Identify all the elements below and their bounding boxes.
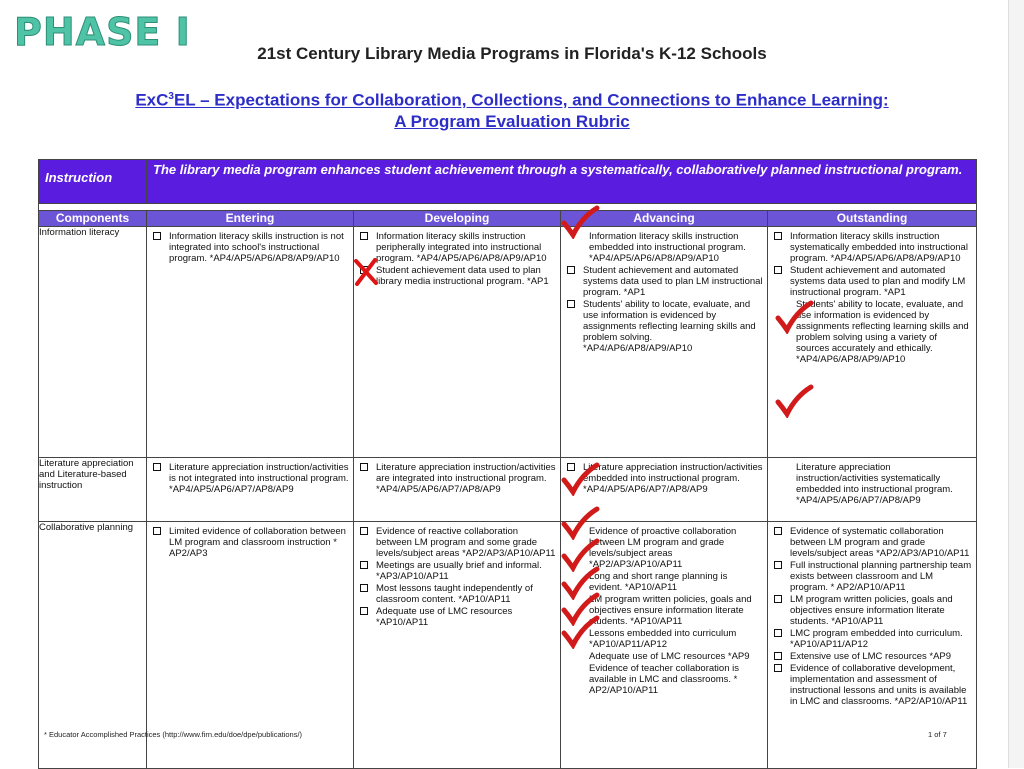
checkbox-icon: [774, 561, 782, 569]
rubric-item-text: Student achievement and automated systems data used to plan and modify LM instructional program. *AP1: [790, 265, 966, 298]
checkbox-icon: [774, 664, 782, 672]
rubric-item-text: LM program written policies, goals and objectives ensure information literate students. *AP10/AP11: [790, 594, 953, 627]
cell-advancing: [561, 227, 768, 458]
page-number: 1 of 7: [928, 730, 947, 739]
checkmark-icon: [560, 506, 600, 540]
rubric-item: [153, 526, 349, 559]
cell-entering: [147, 458, 354, 522]
checkbox-icon: [567, 300, 575, 308]
rubric-item-text: Literature appreciation instruction/activities embedded into instructional program. *AP4/AP5/AP6/AP7/AP8/AP9: [583, 462, 763, 495]
rubric-item-text: Limited evidence of collaboration between LM program and classroom instruction * AP2/AP3: [169, 526, 346, 559]
rubric-item: [360, 606, 556, 628]
column-header-outstanding: Outstanding: [768, 211, 977, 227]
rubric-item-text: Adequate use of LMC resources *AP9: [589, 651, 750, 662]
rubric-item-text: Evidence of systematic collaboration between LM program and grade levels/subject areas *AP2/AP3/AP10/AP11: [790, 526, 970, 559]
column-header-row: [39, 211, 977, 227]
rubric-item: [774, 526, 972, 559]
rubric-item-text: Adequate use of LMC resources *AP10/AP11: [376, 606, 513, 628]
checkbox-icon: [567, 266, 575, 274]
checkbox-icon: [360, 561, 368, 569]
rubric-item-text: Lessons embedded into curriculum *AP10/AP11/AP12: [589, 628, 737, 650]
checkbox-icon: [774, 266, 782, 274]
rubric-item: [774, 628, 972, 650]
rubric-row-literature: [39, 458, 977, 522]
checkbox-icon: [774, 232, 782, 240]
checkbox-icon: [360, 607, 368, 615]
rubric-item-text: Students' ability to locate, evaluate, and use information is evidenced by assignments reflecting learning skills and problem solving using a variety of sources accurately and ethically. *AP4/AP6/AP8/AP9/AP10: [796, 299, 969, 365]
checkbox-icon: [774, 595, 782, 603]
rubric-item: [567, 663, 763, 696]
checkmark-icon: [774, 300, 814, 334]
rubric-item: [774, 663, 972, 707]
cell-developing: [354, 522, 561, 769]
checkbox-icon: [153, 527, 161, 535]
column-header-entering: Entering: [147, 211, 354, 227]
rubric-item-text: LM program written policies, goals and objectives ensure information literate students. *AP10/AP11: [589, 594, 752, 627]
component-label: Information literacy: [39, 227, 147, 458]
rubric-row-information-literacy: [39, 227, 977, 458]
cell-developing: [354, 227, 561, 458]
section-statement: The library media program enhances student achievement through a systematically, collaboratively planned instructional program.: [147, 160, 977, 204]
rubric-item-text: Most lessons taught independently of classroom content. *AP10/AP11: [376, 583, 533, 605]
checkbox-icon: [153, 463, 161, 471]
subtitle-superscript: 3: [168, 91, 174, 102]
checkmark-icon: [560, 615, 600, 649]
rubric-item-text: Literature appreciation instruction/activities are integrated into instructional program. *AP4/AP5/AP6/AP7/AP8/AP9: [376, 462, 556, 495]
rubric-item: [774, 231, 972, 264]
rubric-item: [774, 265, 972, 298]
component-label: Literature appreciation and Literature-based instruction: [39, 458, 147, 522]
document-subtitle: [0, 86, 1024, 132]
checkbox-icon: [774, 629, 782, 637]
subtitle-line2: A Program Evaluation Rubric: [394, 111, 630, 131]
checkbox-icon: [360, 232, 368, 240]
rubric-item-text: Information literacy skills instruction is not integrated into school's instructional program. *AP4/AP5/AP6/AP8/AP9/AP10: [169, 231, 344, 264]
header-gap: [39, 204, 977, 211]
rubric-item: [153, 231, 349, 264]
rubric-item-text: Student achievement and automated systems data used to plan LM instructional program. *AP1: [583, 265, 763, 298]
document-title: 21st Century Library Media Programs in Florida's K-12 Schools: [257, 44, 767, 63]
rubric-item: [360, 526, 556, 559]
rubric-item: [774, 560, 972, 593]
cell-developing: [354, 458, 561, 522]
rubric-item-text: Students' ability to locate, evaluate, and use information is evidenced by assignments reflecting learning skills and problem solving. *AP4/AP6/AP8/AP9/AP10: [583, 299, 756, 354]
checkbox-icon: [360, 584, 368, 592]
checkbox-icon: [360, 463, 368, 471]
column-header-developing: Developing: [354, 211, 561, 227]
cell-outstanding: [768, 458, 977, 522]
cell-outstanding: [768, 227, 977, 458]
rubric-item: [774, 594, 972, 627]
cell-entering: [147, 227, 354, 458]
rubric-item-text: Student achievement data used to plan library media instructional program. *AP1: [376, 265, 549, 287]
checkmark-icon: [560, 462, 600, 496]
column-header-components: Components: [39, 211, 147, 227]
rubric-table: [38, 159, 977, 769]
rubric-header-row: [39, 160, 977, 204]
rubric-item: [360, 560, 556, 582]
section-label: Instruction: [39, 160, 147, 204]
checkbox-icon: [774, 527, 782, 535]
rubric-item-text: Literature appreciation instruction/activities systematically embedded into instructional program. *AP4/AP5/AP6/AP7/AP8/AP9: [796, 462, 953, 506]
rubric-item-text: Information literacy skills instruction embedded into instructional program. *AP4/AP5/AP6/AP8/AP9/AP10: [589, 231, 746, 264]
rubric-item: [153, 462, 349, 495]
rubric-item: [774, 462, 972, 506]
rubric-item-text: Long and short range planning is evident. *AP10/AP11: [589, 571, 728, 593]
rubric-item: [360, 462, 556, 495]
subtitle-prefix: ExC: [135, 90, 169, 110]
rubric-item: [567, 299, 763, 354]
rubric-item: [774, 651, 972, 662]
checkbox-icon: [153, 232, 161, 240]
rubric-item-text: Meetings are usually brief and informal. *AP3/AP10/AP11: [376, 560, 542, 582]
rubric-item-text: LMC program embedded into curriculum. *AP10/AP11/AP12: [790, 628, 963, 650]
rubric-item-text: Evidence of proactive collaboration between LM program and grade levels/subject areas *AP2/AP3/AP10/AP11: [589, 526, 737, 570]
rubric-item-text: Full instructional planning partnership team exists between classroom and LM program. * AP2/AP10/AP11: [790, 560, 972, 593]
subtitle-rest: EL – Expectations for Collaboration, Collections, and Connections to Enhance Learning:: [173, 90, 889, 110]
checkmark-icon: [774, 384, 814, 418]
checkbox-icon: [774, 652, 782, 660]
rubric-item: [360, 583, 556, 605]
rubric-item-text: Information literacy skills instruction systematically embedded into instructional program. *AP4/AP5/AP6/AP8/AP9/AP10: [790, 231, 968, 264]
checkbox-icon: [360, 527, 368, 535]
rubric-item-text: Extensive use of LMC resources *AP9: [790, 651, 952, 662]
rubric-item-text: Evidence of reactive collaboration between LM program and some grade levels/subject areas *AP2/AP3/AP10/AP11: [376, 526, 556, 559]
rubric-item: [360, 265, 556, 287]
rubric-item: [360, 231, 556, 264]
footnote: * Educator Accomplished Practices (http://www.firn.edu/doe/dpe/publications/): [44, 730, 303, 739]
rubric-item: [567, 265, 763, 298]
phase-label: PHASE I: [14, 10, 191, 54]
rubric-item-text: Evidence of teacher collaboration is available in LMC and classrooms. * AP2/AP10/AP11: [589, 663, 739, 696]
component-label: Collaborative planning: [39, 522, 147, 769]
rubric-item: [567, 651, 763, 662]
x-mark-icon: [353, 258, 379, 286]
rubric-item-text: Information literacy skills instruction peripherally integrated into instructional program. *AP4/AP5/AP6/AP8/AP9/AP10: [376, 231, 547, 264]
rubric-item-text: Literature appreciation instruction/activities is not integrated into instructional program. *AP4/AP5/AP6/AP7/AP8/AP9: [169, 462, 349, 495]
column-header-advancing: Advancing: [561, 211, 768, 227]
checkmark-icon: [560, 205, 600, 239]
rubric-item-text: Evidence of collaborative development, implementation and assessment of instructional lessons and units is available in LMC and classrooms. *AP2/AP10/AP11: [790, 663, 968, 707]
